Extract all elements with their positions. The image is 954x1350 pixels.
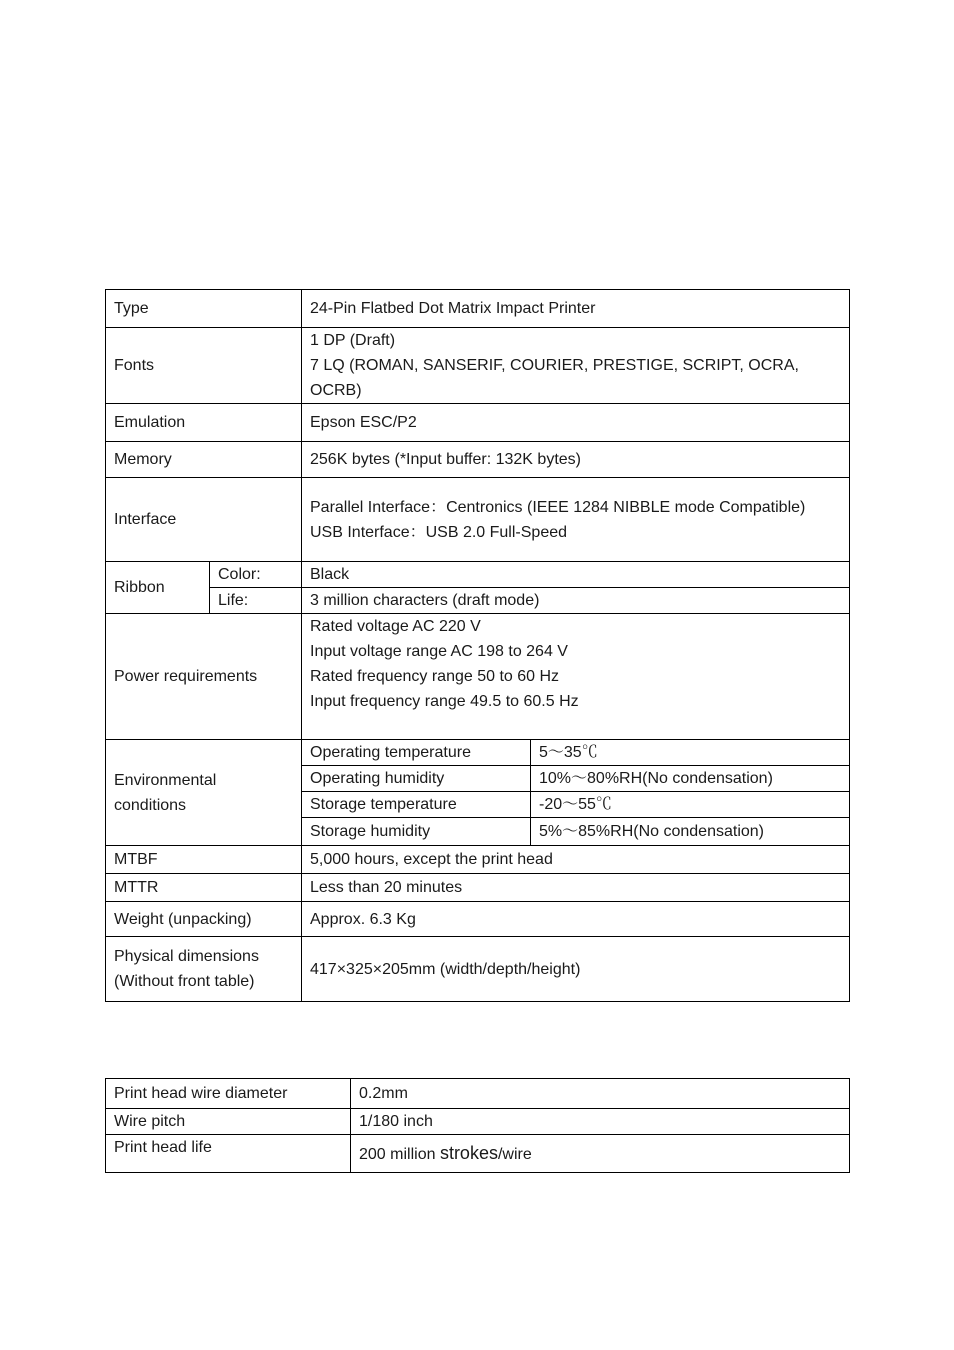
spec-label-type: Type [106,290,302,328]
spec-row-weight [106,902,850,937]
ribbon-color-label: Color: [210,562,302,588]
spec-label-weight: Weight (unpacking) [106,902,302,937]
printer-spec-table [105,289,850,1002]
spec-label-ribbon: Ribbon [106,562,210,614]
spec-row-fonts [106,328,850,404]
ribbon-color-value: Black [302,562,850,588]
print-head-table [105,1078,850,1173]
spec-row-power [106,614,850,740]
env-row [106,740,850,766]
head-row-pitch [106,1109,850,1135]
spec-row-ribbon-life [106,588,850,614]
env-value: 5～35℃ [531,740,850,766]
head-label-diameter: Print head wire diameter [106,1079,351,1109]
spec-row-type [106,290,850,328]
env-value: 10%～80%RH(No condensation) [531,766,850,792]
power-line: Input frequency range 49.5 to 60.5 Hz [310,693,579,710]
fonts-line: OCRB) [310,382,362,399]
spec-value-power [302,614,850,740]
head-label-pitch: Wire pitch [106,1109,351,1135]
spec-row-ribbon-color [106,562,850,588]
spec-row-mtbf [106,846,850,874]
head-value-pitch: 1/180 inch [351,1109,850,1135]
spec-value-type: 24-Pin Flatbed Dot Matrix Impact Printer [302,290,850,328]
spec-value-emulation: Epson ESC/P2 [302,404,850,442]
spec-row-emulation [106,404,850,442]
spec-label-fonts: Fonts [106,328,302,404]
spec-row-interface [106,478,850,562]
spec-label-power: Power requirements [106,614,302,740]
spec-row-mttr [106,874,850,902]
interface-line: USB Interface：USB 2.0 Full-Speed [310,523,568,541]
head-row-life [106,1135,850,1173]
spec-row-dimensions [106,937,850,1002]
spec-label-memory: Memory [106,442,302,478]
life-strokes: strokes [439,1142,498,1163]
fonts-line: 1 DP (Draft) [310,332,396,349]
life-prefix: 200 million [359,1145,440,1163]
spec-row-memory [106,442,850,478]
dimensions-label-line: (Without front table) [114,973,255,990]
env-value: 5%～85%RH(No condensation) [531,818,850,846]
fonts-line: 7 LQ (ROMAN, SANSERIF, COURIER, PRESTIGE, SCRIPT, OCRA, [310,357,799,374]
spec-label-environment [106,740,302,846]
power-line: Rated frequency range 50 to 60 Hz [310,668,560,685]
dimensions-label-line: Physical dimensions [114,948,259,965]
spec-value-fonts [302,328,850,404]
spec-label-dimensions [106,937,302,1002]
env-value: -20～55℃ [531,792,850,818]
env-name: Storage temperature [302,792,531,818]
power-line: Rated voltage AC 220 V [310,618,481,635]
head-row-diameter [106,1079,850,1109]
life-suffix: /wire [497,1145,532,1163]
spec-label-mttr: MTTR [106,874,302,902]
env-name: Storage humidity [302,818,531,846]
head-label-life: Print head life [106,1135,351,1173]
spec-value-dimensions: 417×325×205mm (width/depth/height) [302,937,850,1002]
spec-value-weight: Approx. 6.3 Kg [302,902,850,937]
ribbon-life-label: Life: [210,588,302,614]
spec-label-interface: Interface [106,478,302,562]
env-name: Operating temperature [302,740,531,766]
power-line: Input voltage range AC 198 to 264 V [310,643,568,660]
environment-label-line: Environmental [114,771,217,789]
spec-label-emulation: Emulation [106,404,302,442]
ribbon-life-value: 3 million characters (draft mode) [302,588,850,614]
environment-label-line: conditions [114,796,187,814]
spec-value-interface [302,478,850,562]
head-value-diameter: 0.2mm [351,1079,850,1109]
spec-value-mtbf: 5,000 hours, except the print head [302,846,850,874]
spec-value-memory: 256K bytes (*Input buffer: 132K bytes) [302,442,850,478]
spec-value-mttr: Less than 20 minutes [302,874,850,902]
spec-label-mtbf: MTBF [106,846,302,874]
env-name: Operating humidity [302,766,531,792]
interface-line: Parallel Interface：Centronics (IEEE 1284 NIBBLE mode Compatible) [310,498,806,516]
head-value-life [351,1135,850,1173]
